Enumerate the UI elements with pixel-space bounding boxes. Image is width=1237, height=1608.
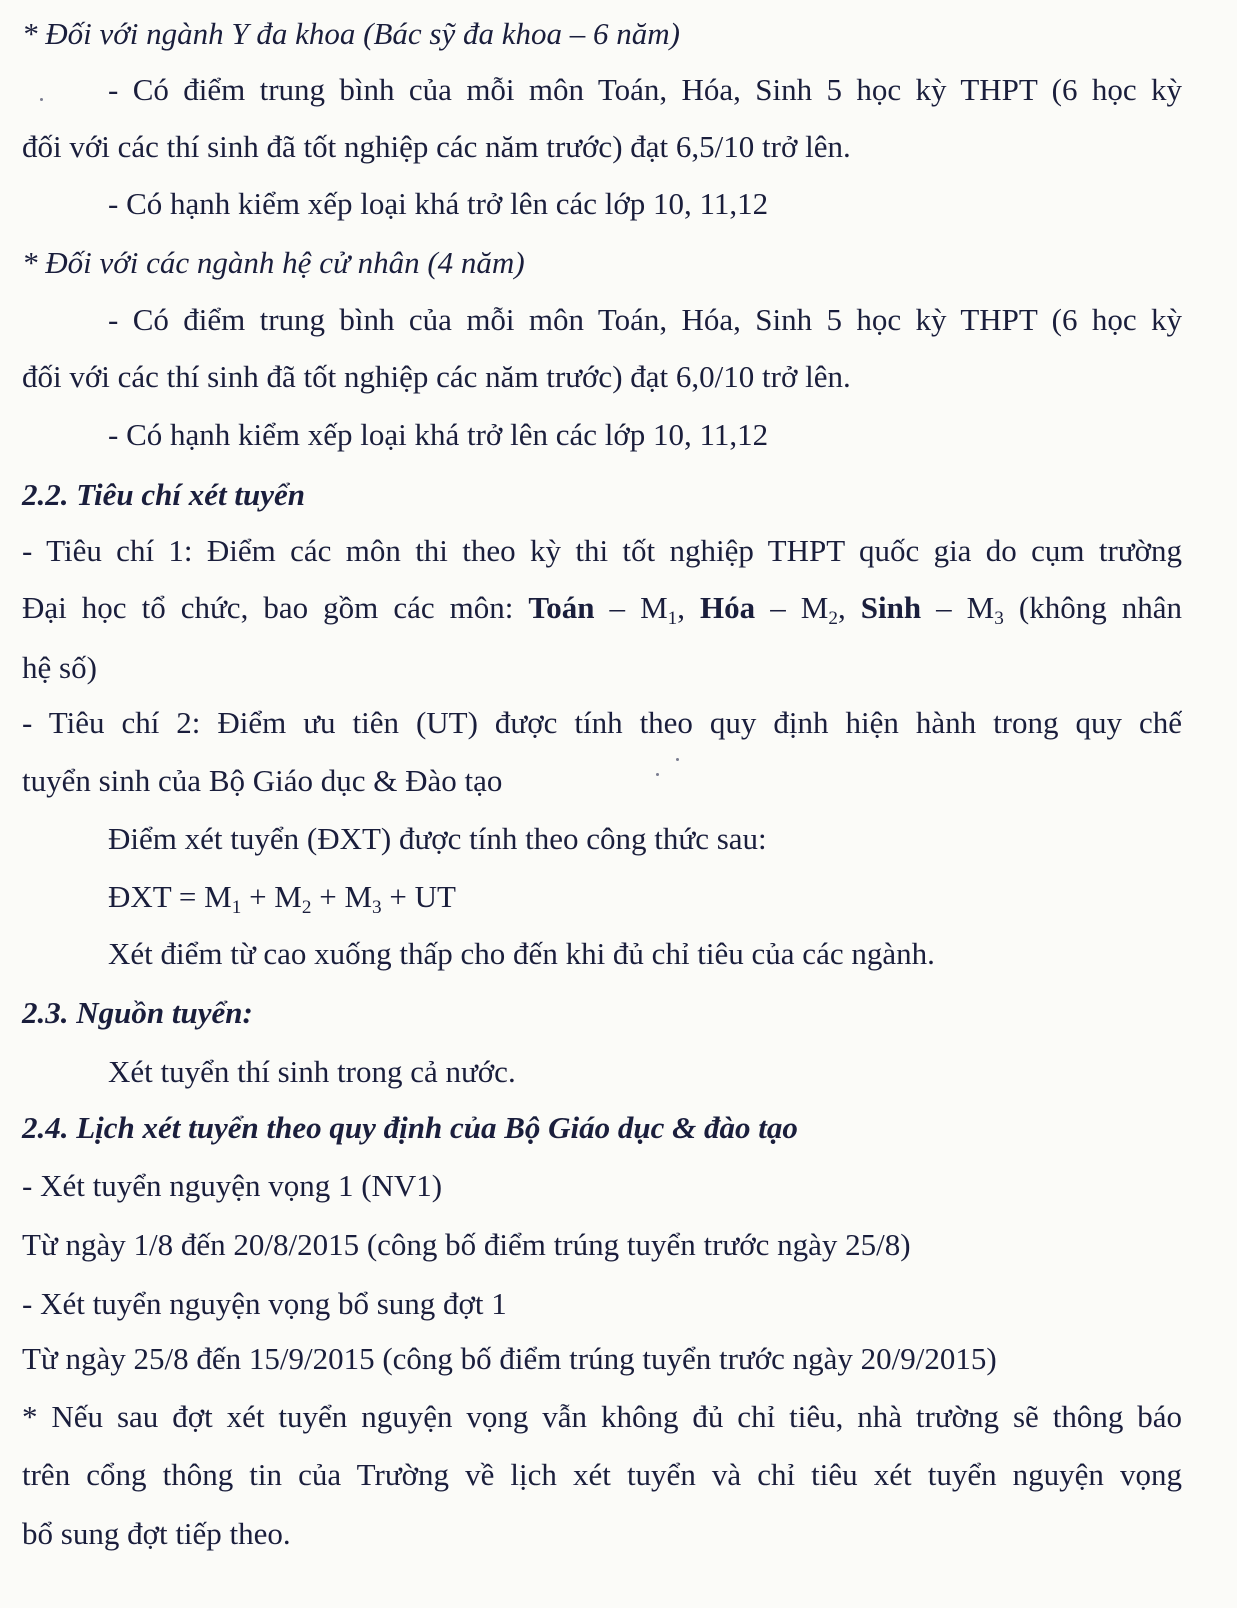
heading-cu-nhan: * Đối với các ngành hệ cử nhân (4 năm) [22,245,525,280]
subscript: 3 [994,607,1004,628]
scan-speck [656,773,659,776]
tieu-chi-1-line-3: hệ số) [22,650,97,685]
yk-criteria-1-line-1: - Có điểm trung bình của mỗi môn Toán, Hóa, Sinh 5 học kỳ THPT (6 học kỳ [108,72,1182,107]
source-text: Xét tuyển thí sinh trong cả nước. [108,1054,516,1089]
dash-m: – M [921,590,995,625]
ranking-note: Xét điểm từ cao xuống thấp cho đến khi đủ chỉ tiêu của các ngành. [108,936,935,971]
subscript: 2 [828,607,838,628]
bs1-dates: Từ ngày 25/8 đến 15/9/2015 (công bố điểm trúng tuyển trước ngày 20/9/2015) [22,1341,997,1376]
subject-sinh: Sinh [860,590,922,625]
heading-y-da-khoa: * Đối với ngành Y đa khoa (Bác sỹ đa khoa – 6 năm) [22,16,680,51]
tieu-chi-1-line-1: - Tiêu chí 1: Điểm các môn thi theo kỳ thi tốt nghiệp THPT quốc gia do cụm trường [22,533,1182,568]
formula [108,877,456,917]
cn-criteria-1-line-2: đối với các thí sinh đã tốt nghiệp các năm trước) đạt 6,0/10 trở lên. [22,359,851,394]
heading-2-4: 2.4. Lịch xét tuyển theo quy định của Bộ Giáo dục & đào tạo [22,1110,798,1145]
note-line-1: * Nếu sau đợt xét tuyển nguyện vọng vẫn không đủ chỉ tiêu, nhà trường sẽ thông báo [22,1399,1182,1434]
yk-criteria-2: - Có hạnh kiểm xếp loại khá trở lên các lớp 10, 11,12 [108,186,769,221]
scan-speck [40,98,43,101]
formula-plus-m: + M [311,879,373,914]
separator: , [677,590,701,625]
cn-criteria-1-line-1: - Có điểm trung bình của mỗi môn Toán, Hóa, Sinh 5 học kỳ THPT (6 học kỳ [108,302,1182,337]
tieu-chi-1-prefix: Đại học tổ chức, bao gồm các môn: [22,590,529,625]
tieu-chi-1-line-2 [22,588,1182,628]
formula-plus-ut: + UT [381,879,456,914]
tieu-chi-2-line-1: - Tiêu chí 2: Điểm ưu tiên (UT) được tính theo quy định hiện hành trong quy chế [22,705,1182,740]
subscript: 1 [231,896,242,918]
bs1-label: - Xét tuyển nguyện vọng bổ sung đợt 1 [22,1286,507,1321]
subscript: 2 [301,896,312,918]
separator: , [837,590,861,625]
subscript: 3 [372,896,382,918]
nv1-dates: Từ ngày 1/8 đến 20/8/2015 (công bố điểm trúng tuyển trước ngày 25/8) [22,1227,911,1262]
note-line-2: trên cổng thông tin của Trường về lịch xét tuyển và chỉ tiêu xét tuyển nguyện vọng [22,1457,1182,1492]
dash-m: – M [755,590,829,625]
dash-m: – M [594,590,668,625]
cn-criteria-2: - Có hạnh kiểm xếp loại khá trở lên các lớp 10, 11,12 [108,417,769,452]
formula-intro: Điểm xét tuyển (ĐXT) được tính theo công thức sau: [108,821,767,856]
subject-toan: Toán [528,590,595,625]
note-line-3: bổ sung đợt tiếp theo. [22,1516,291,1551]
heading-2-3: 2.3. Nguồn tuyển: [22,995,253,1030]
subject-hoa: Hóa [700,590,756,625]
formula-lhs: ĐXT = M [108,879,232,914]
nv1-label: - Xét tuyển nguyện vọng 1 (NV1) [22,1168,443,1203]
formula-plus-m: + M [241,879,302,914]
scan-speck [676,758,679,761]
tieu-chi-2-line-2: tuyển sinh của Bộ Giáo dục & Đào tạo [22,763,503,798]
yk-criteria-1-line-2: đối với các thí sinh đã tốt nghiệp các năm trước) đạt 6,5/10 trở lên. [22,129,851,164]
subscript: 1 [667,607,678,628]
heading-2-2: 2.2. Tiêu chí xét tuyển [22,477,305,512]
tieu-chi-1-suffix: (không nhân [1003,590,1182,625]
